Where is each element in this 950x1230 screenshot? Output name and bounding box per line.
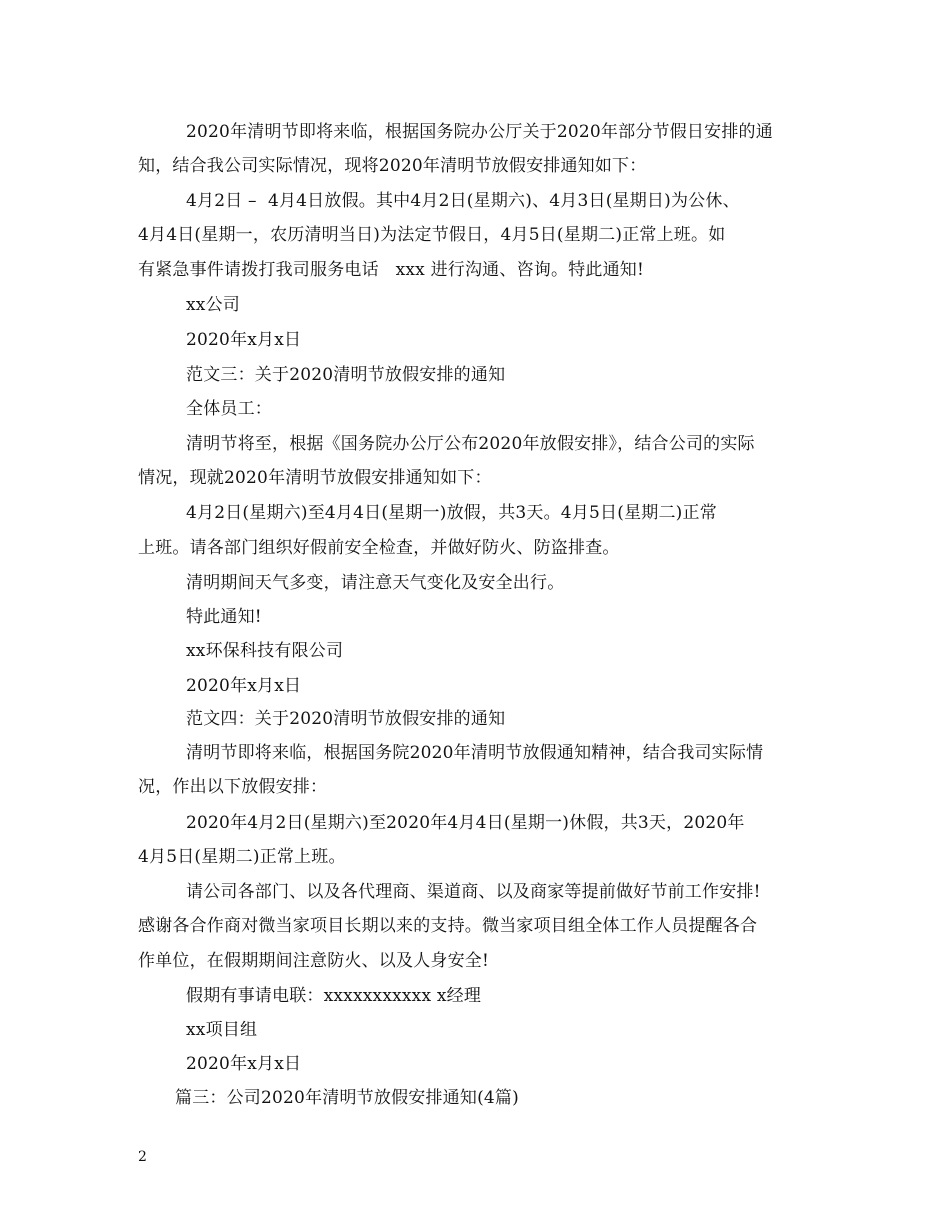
paragraph-line: 4月5日(星期二)正常上班。 bbox=[138, 847, 346, 867]
paragraph-line: 4月2日 – 4月4日放假。其中4月2日(星期六)、4月3日(星期日)为公休、 bbox=[186, 191, 740, 211]
paragraph-line: 4月4日(星期一，农历清明当日)为法定节假日，4月5日(星期二)正常上班。如 bbox=[138, 225, 726, 245]
chapter-heading: 篇三：公司2020年清明节放假安排通知(4篇) bbox=[175, 1088, 519, 1108]
paragraph-line: 况，作出以下放假安排： bbox=[138, 777, 328, 797]
section-title: 范文四：关于2020清明节放假安排的通知 bbox=[186, 709, 506, 729]
signature-date: 2020年x月x日 bbox=[186, 1054, 302, 1074]
section-title: 范文三：关于2020清明节放假安排的通知 bbox=[186, 365, 506, 385]
paragraph-line: 上班。请各部门组织好假前安全检查，并做好防火、防盗排查。 bbox=[138, 538, 620, 558]
signature-date: 2020年x月x日 bbox=[186, 676, 302, 696]
paragraph-line: 作单位，在假期期间注意防火、以及人身安全! bbox=[138, 951, 490, 971]
paragraph-line: 2020年清明节即将来临，根据国务院办公厅关于2020年部分节假日安排的通 bbox=[186, 122, 773, 142]
page-number: 2 bbox=[138, 1149, 147, 1165]
paragraph-line: 清明期间天气多变，请注意天气变化及安全出行。 bbox=[186, 573, 565, 593]
paragraph-line: 感谢各合作商对微当家项目长期以来的支持。微当家项目组全体工作人员提醒各合 bbox=[138, 916, 758, 936]
signature-date: 2020年x月x日 bbox=[186, 330, 302, 350]
salutation: 全体员工： bbox=[186, 399, 272, 419]
paragraph-line: 特此通知! bbox=[186, 607, 262, 627]
paragraph-line: 有紧急事件请拨打我司服务电话 xxx 进行沟通、咨询。特此通知! bbox=[138, 260, 645, 280]
paragraph-line: 2020年4月2日(星期六)至2020年4月4日(星期一)休假，共3天，2020年 bbox=[186, 813, 745, 833]
paragraph-line: 情况，现就2020年清明节放假安排通知如下： bbox=[138, 468, 492, 488]
paragraph-line: 知，结合我公司实际情况，现将2020年清明节放假安排通知如下： bbox=[138, 156, 647, 176]
signature-company: xx公司 bbox=[186, 295, 240, 315]
paragraph-line: 请公司各部门、以及各代理商、渠道商、以及商家等提前做好节前工作安排! bbox=[186, 882, 761, 902]
paragraph-line: 清明节将至，根据《国务院办公厅公布2020年放假安排》，结合公司的实际 bbox=[186, 434, 755, 454]
paragraph-line: 清明节即将来临，根据国务院2020年清明节放假通知精神，结合我司实际情 bbox=[186, 743, 764, 763]
paragraph-line: 4月2日(星期六)至4月4日(星期一)放假，共3天。4月5日(星期二)正常 bbox=[186, 503, 717, 523]
contact-line: 假期有事请电联：xxxxxxxxxxx x经理 bbox=[186, 986, 482, 1006]
signature-group: xx项目组 bbox=[186, 1020, 258, 1040]
signature-company: xx环保科技有限公司 bbox=[186, 641, 344, 661]
